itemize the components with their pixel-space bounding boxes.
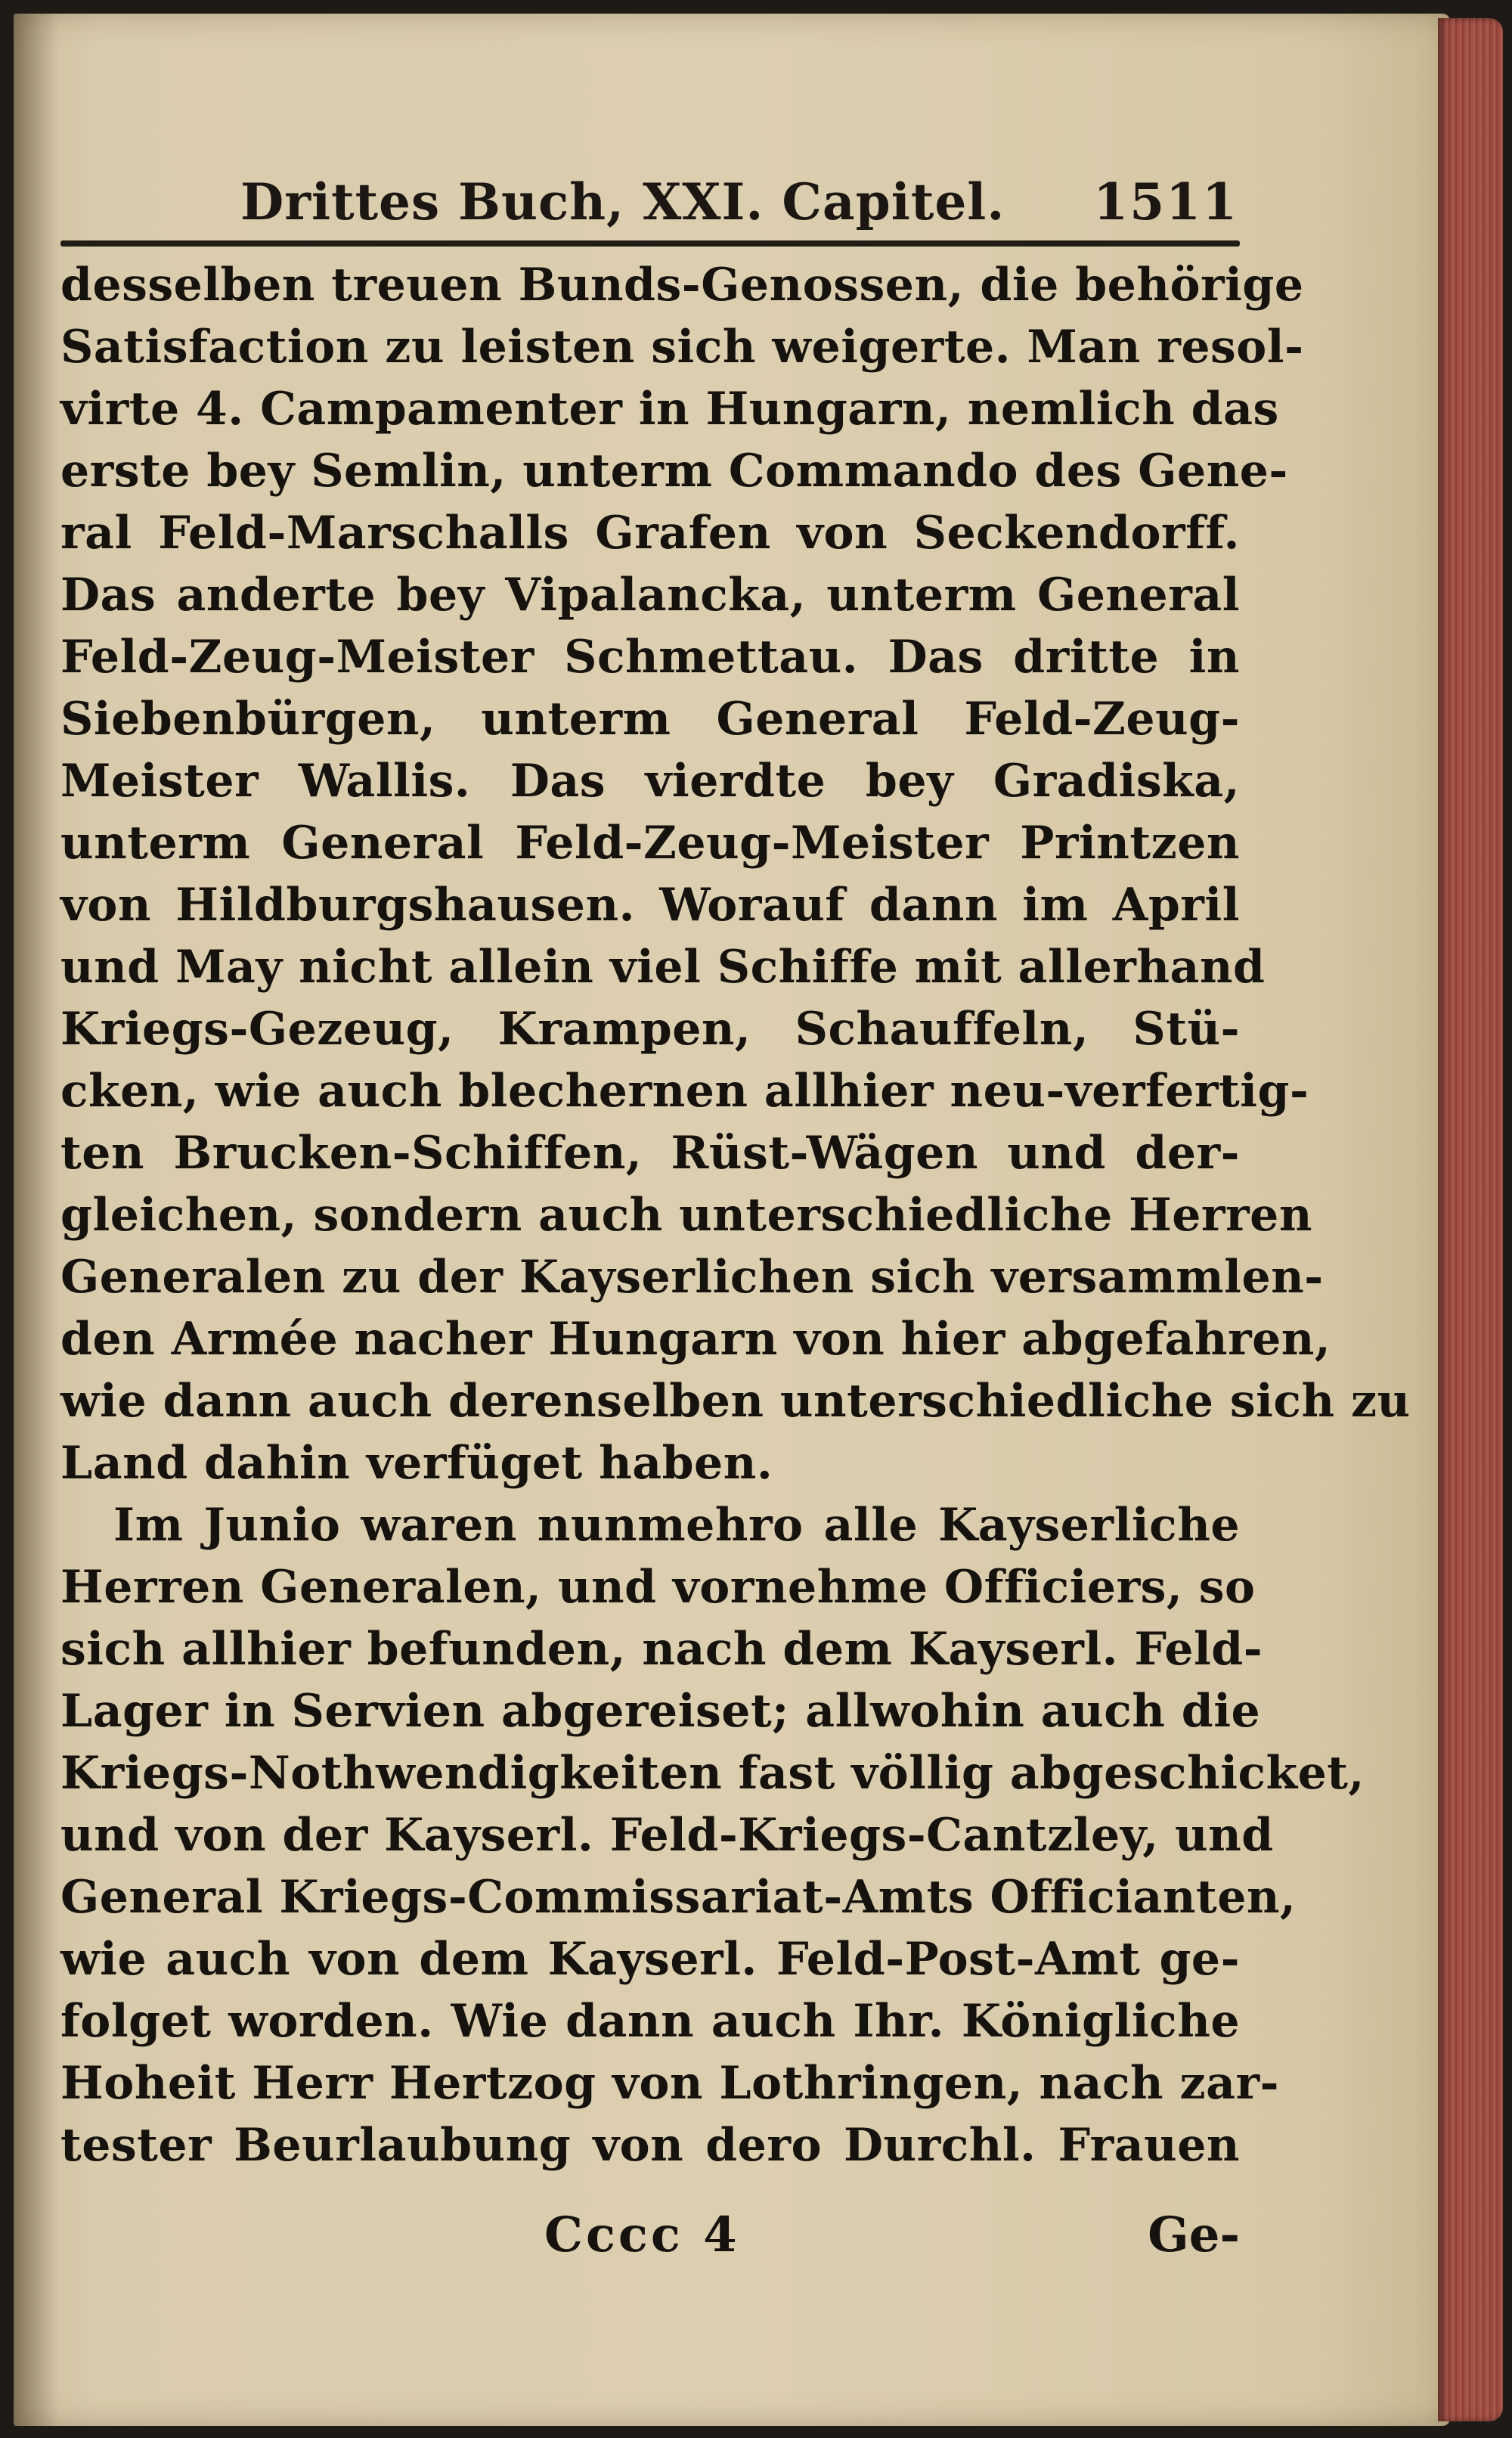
text-line: wie auch von dem Kayserl. Feld-Post-Amt ge- [60, 1933, 1240, 1986]
text-line: ral Feld-Marschalls Grafen von Seckendorff. [60, 507, 1240, 560]
text-line: cken, wie auch blechernen allhier neu-verfertig- [60, 1065, 1309, 1118]
text-line: Siebenbürgen, unterm General Feld-Zeug- [60, 693, 1240, 746]
text-line: Feld-Zeug-Meister Schmettau. Das dritte in [60, 631, 1240, 684]
text-line: und May nicht allein viel Schiffe mit allerhand [60, 941, 1266, 994]
text-line: Kriegs-Gezeug, Krampen, Schauffeln, Stü- [60, 1003, 1240, 1056]
paragraph-end-line: Land dahin verfüget haben. [60, 1437, 773, 1490]
body-text [60, 254, 1411, 2190]
page-footer [60, 2207, 1240, 2275]
text-line: Meister Wallis. Das vierdte bey Gradiska, [60, 755, 1240, 808]
text-line: Satisfaction zu leisten sich weigerte. Man resol- [60, 321, 1304, 374]
text-line: General Kriegs-Commissariat-Amts Officianten, [60, 1871, 1297, 1924]
text-line: virte 4. Campamenter in Hungarn, nemlich das [60, 383, 1279, 436]
text-line: ten Brucken-Schiffen, Rüst-Wägen und der- [60, 1127, 1240, 1180]
text-line: wie dann auch derenselben unterschiedliche sich zu [60, 1375, 1411, 1428]
page-number: 1511 [1093, 172, 1238, 231]
text-line: und von der Kayserl. Feld-Kriegs-Cantzley, und [60, 1809, 1274, 1862]
text-line: Hoheit Herr Hertzog von Lothringen, nach zar- [60, 2057, 1280, 2110]
page-header [240, 172, 1238, 240]
catchword: Ge- [1148, 2207, 1240, 2263]
book-page [14, 14, 1450, 2426]
text-line: Kriegs-Nothwendigkeiten fast völlig abgeschicket, [60, 1747, 1365, 1800]
paragraph-start-line: Im Junio waren nunmehro alle Kayserliche [113, 1499, 1240, 1552]
text-line: den Armée nacher Hungarn von hier abgefahren, [60, 1313, 1331, 1366]
running-head: Drittes Buch, XXI. Capitel. [240, 172, 1005, 231]
text-line: gleichen, sondern auch unterschiedliche Herren [60, 1189, 1312, 1242]
text-line: desselben treuen Bunds-Genossen, die behörige [60, 259, 1304, 312]
text-line: Lager in Servien abgereiset; allwohin auch die [60, 1685, 1261, 1738]
text-line: Generalen zu der Kayserlichen sich versammlen- [60, 1251, 1324, 1304]
text-line: tester Beurlaubung von dero Durchl. Frauen [60, 2119, 1240, 2172]
text-line: erste bey Semlin, unterm Commando des Gene- [60, 445, 1288, 498]
text-line: unterm General Feld-Zeug-Meister Printzen [60, 817, 1240, 870]
header-rule [60, 240, 1240, 247]
text-line: Herren Generalen, und vornehme Officiers, so [60, 1561, 1256, 1614]
page-block-edge [1438, 18, 1503, 2421]
text-line: sich allhier befunden, nach dem Kayserl. Feld- [60, 1623, 1263, 1676]
text-line: folget worden. Wie dann auch Ihr. Königliche [60, 1995, 1240, 2048]
text-line: Das anderte bey Vipalancka, unterm General [60, 569, 1240, 622]
signature-mark: Cccc 4 [544, 2207, 740, 2263]
gutter-shadow [14, 14, 59, 2426]
text-line: von Hildburgshausen. Worauf dann im April [60, 879, 1240, 932]
